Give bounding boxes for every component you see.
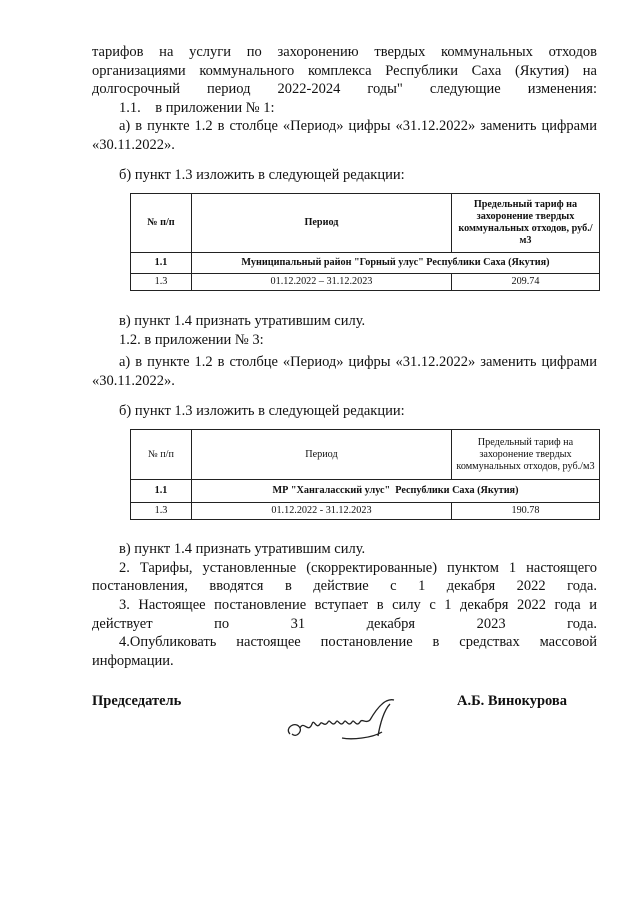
subitem-a-2: а) в пункте 1.2 в столбце «Период» цифры «31.12.2022» заменить цифрами «30.11.2022». <box>92 354 597 389</box>
paragraph-2: 2. Тарифы, установленные (скорректированные) пунктом 1 настоящего постановления, вводятся в действие с 1 декабря 2022 года. <box>92 559 597 595</box>
col-tariff-header: Предельный тариф на захоронение твердых коммунальных отходов, руб./м3 <box>451 430 599 480</box>
item-1-1: 1.1. в приложении № 1: <box>119 99 275 116</box>
subitem-b-1: б) пункт 1.3 изложить в следующей редакции: <box>119 166 405 183</box>
row-number: 1.3 <box>131 274 192 291</box>
subitem-c-2: в) пункт 1.4 признать утратившим силу. <box>119 541 366 558</box>
table-row <box>131 274 600 291</box>
group-number: 1.1 <box>131 253 192 274</box>
subitem-b-2: б) пункт 1.3 изложить в следующей редакции: <box>119 402 405 419</box>
table-header-row <box>131 430 600 480</box>
row-tariff: 190.78 <box>451 503 599 520</box>
group-number: 1.1 <box>131 480 192 503</box>
table-group-row <box>131 480 600 503</box>
document-page <box>92 43 597 772</box>
row-period: 01.12.2022 - 31.12.2023 <box>191 503 451 520</box>
table-group-row <box>131 253 600 274</box>
paragraph-4: 4.Опубликовать настоящее постановление в средствах массовой информации. <box>92 634 597 669</box>
col-tariff-header: Предельный тариф на захоронение твердых коммунальных отходов, руб./м3 <box>451 194 599 253</box>
tariff-table-2 <box>130 429 600 520</box>
col-number-header: № п/п <box>131 194 192 253</box>
group-title: МР "Хангаласский улус" Республики Саха (Якутия) <box>191 480 599 503</box>
col-number-header: № п/п <box>131 430 192 480</box>
signer-title: Председатель <box>92 693 182 710</box>
row-tariff: 209.74 <box>451 274 599 291</box>
tariff-table-1 <box>130 193 600 291</box>
subitem-a-1: а) в пункте 1.2 в столбце «Период» цифры «31.12.2022» заменить цифрами «30.11.2022». <box>92 118 597 153</box>
row-number: 1.3 <box>131 503 192 520</box>
group-title: Муниципальный район "Горный улус" Республики Саха (Якутия) <box>191 253 599 274</box>
item-1-2: 1.2. в приложении № 3: <box>119 331 264 348</box>
intro-text: тарифов на услуги по захоронению твердых коммунальных отходов организациями коммунального комплекса Республики Саха (Якутия) на долгосрочный период 2022-2024 годы" следующие изменения: <box>92 44 597 98</box>
col-period-header: Период <box>191 194 451 253</box>
row-period: 01.12.2022 – 31.12.2023 <box>191 274 451 291</box>
paragraph-3: 3. Настоящее постановление вступает в силу с 1 декабря 2022 года и действует по 31 декабря 2023 года. <box>92 596 597 632</box>
signer-name: А.Б. Винокурова <box>457 693 567 710</box>
table-row <box>131 503 600 520</box>
handwritten-signature <box>282 694 412 760</box>
col-period-header: Период <box>191 430 451 480</box>
signature-block <box>92 692 597 772</box>
intro-paragraph <box>92 43 597 99</box>
table-header-row <box>131 194 600 253</box>
subitem-c-1: в) пункт 1.4 признать утратившим силу. <box>119 313 366 330</box>
